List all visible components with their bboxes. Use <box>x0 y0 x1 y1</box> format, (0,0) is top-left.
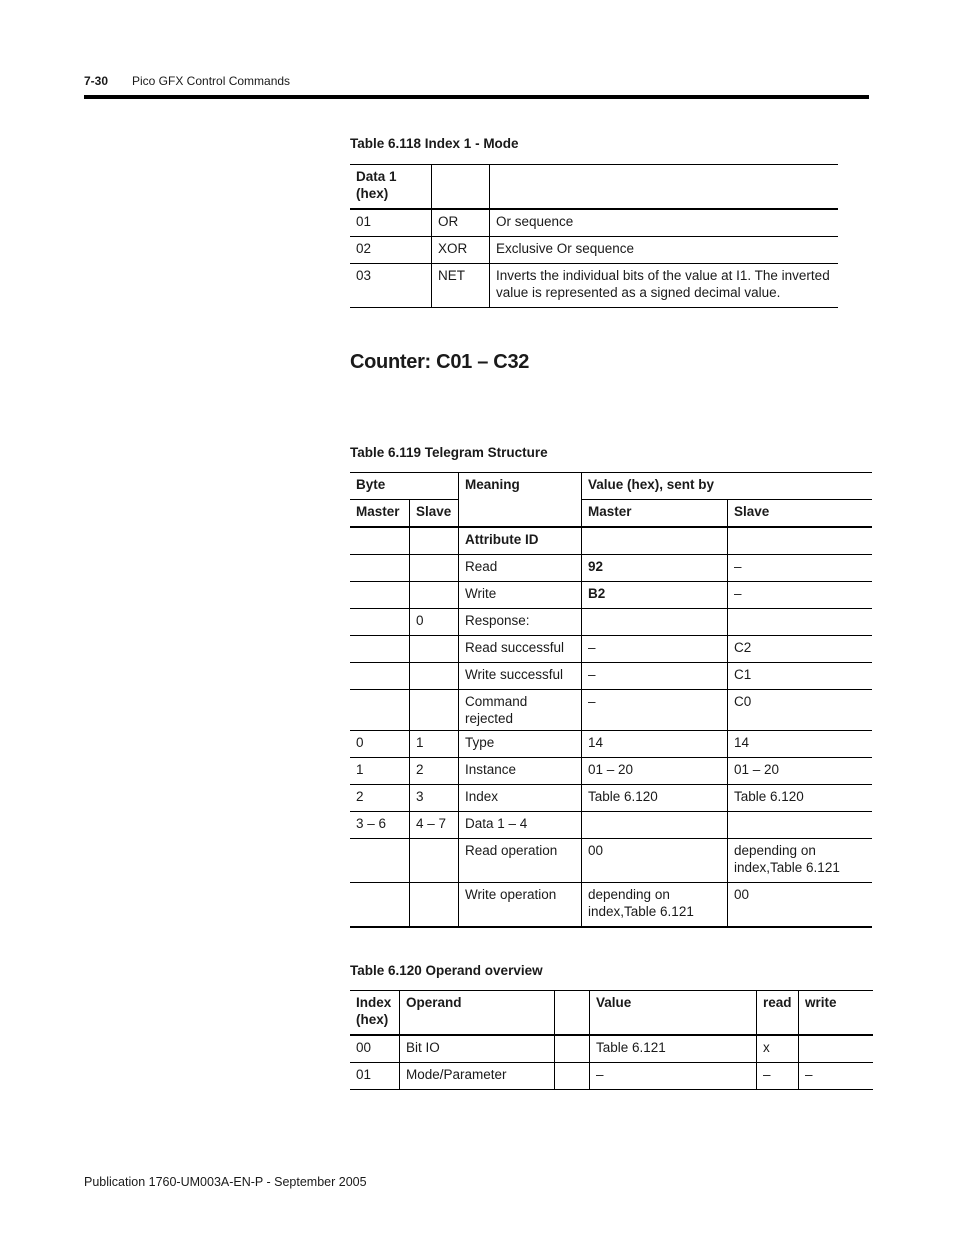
running-header-title: Pico GFX Control Commands <box>132 74 291 88</box>
table-cell: 3 <box>410 785 459 812</box>
table-cell: Read <box>459 555 582 582</box>
publication-footer: Publication 1760-UM003A-EN-P - September 2005 <box>84 1175 367 1189</box>
section-heading: Counter: C01 – C32 <box>350 351 530 373</box>
table-cell: Inverts the individual bits of the value at I1. The inverted value is represented as a signed decimal value. <box>490 264 839 308</box>
table-cell: C2 <box>728 636 873 663</box>
table-cell: OR <box>432 209 490 237</box>
table-row <box>350 663 872 690</box>
table-header-row <box>350 991 873 1036</box>
table-header-row <box>350 165 838 210</box>
header-cell: Index (hex) <box>350 991 400 1036</box>
header-cell <box>490 165 839 210</box>
table-cell <box>350 582 410 609</box>
header-value-slave: Slave <box>728 500 873 528</box>
table-cell: 01 <box>350 209 432 237</box>
table-cell: 00 <box>350 1035 400 1063</box>
table-cell: 01 – 20 <box>582 758 728 785</box>
table-cell: – <box>728 555 873 582</box>
table-cell <box>410 582 459 609</box>
header-byte: Byte <box>350 473 459 500</box>
table-cell <box>728 609 873 636</box>
table-cell: Table 6.121 <box>590 1035 757 1063</box>
table-cell: Type <box>459 731 582 758</box>
table-cell <box>350 883 410 928</box>
table-cell: Data 1 – 4 <box>459 812 582 839</box>
table-cell: 03 <box>350 264 432 308</box>
header-cell: write <box>799 991 874 1036</box>
table-row <box>350 237 838 264</box>
table-cell: 1 <box>410 731 459 758</box>
table-cell: Write operation <box>459 883 582 928</box>
table-row <box>350 1063 873 1090</box>
table-cell: – <box>582 690 728 731</box>
table-118-caption: Table 6.118 Index 1 - Mode <box>350 136 519 151</box>
table-row <box>350 555 872 582</box>
table-cell: 01 – 20 <box>728 758 873 785</box>
table-cell <box>350 636 410 663</box>
table-cell <box>410 555 459 582</box>
table-cell <box>410 883 459 928</box>
table-cell: Instance <box>459 758 582 785</box>
table-cell: 14 <box>582 731 728 758</box>
table-cell <box>410 663 459 690</box>
table-cell: Table 6.120 <box>728 785 873 812</box>
table-cell: C1 <box>728 663 873 690</box>
table-cell <box>582 812 728 839</box>
table-cell: Read successful <box>459 636 582 663</box>
table-cell <box>410 636 459 663</box>
table-cell: – <box>582 636 728 663</box>
table-cell: depending on index,Table 6.121 <box>582 883 728 928</box>
table-row <box>350 690 872 731</box>
table-index1-mode <box>350 164 838 308</box>
header-value: Value (hex), sent by <box>582 473 873 500</box>
header-value-master: Master <box>582 500 728 528</box>
table-cell: Index <box>459 785 582 812</box>
table-cell: 0 <box>350 731 410 758</box>
table-cell: – <box>799 1063 874 1090</box>
table-cell: Write successful <box>459 663 582 690</box>
table-cell <box>799 1035 874 1063</box>
header-meaning: Meaning <box>459 473 582 528</box>
table-cell <box>410 527 459 555</box>
table-cell: B2 <box>582 582 728 609</box>
table-119-caption: Table 6.119 Telegram Structure <box>350 445 548 460</box>
table-cell: 1 <box>350 758 410 785</box>
table-row <box>350 609 872 636</box>
table-row <box>350 758 872 785</box>
header-cell <box>555 991 590 1036</box>
table-cell: – <box>582 663 728 690</box>
table-row <box>350 527 872 555</box>
table-cell: XOR <box>432 237 490 264</box>
table-header-row <box>350 473 872 500</box>
table-cell: C0 <box>728 690 873 731</box>
table-cell: 01 <box>350 1063 400 1090</box>
table-row <box>350 1035 873 1063</box>
table-operand-overview <box>350 990 873 1090</box>
table-cell: 00 <box>582 839 728 883</box>
table-row <box>350 209 838 237</box>
table-cell: – <box>757 1063 799 1090</box>
table-cell: Read operation <box>459 839 582 883</box>
table-cell: 00 <box>728 883 873 928</box>
table-cell: Response: <box>459 609 582 636</box>
table-cell: – <box>728 582 873 609</box>
table-row <box>350 883 872 928</box>
table-cell: 0 <box>410 609 459 636</box>
table-cell: NET <box>432 264 490 308</box>
table-cell <box>582 527 728 555</box>
table-cell <box>350 663 410 690</box>
table-cell: 02 <box>350 237 432 264</box>
table-cell: 3 – 6 <box>350 812 410 839</box>
header-rule <box>84 95 869 99</box>
table-row <box>350 785 872 812</box>
table-cell <box>728 527 873 555</box>
table-row <box>350 731 872 758</box>
table-cell: Attribute ID <box>459 527 582 555</box>
table-cell <box>350 690 410 731</box>
table-cell: Write <box>459 582 582 609</box>
table-cell <box>350 555 410 582</box>
table-cell: Command rejected <box>459 690 582 731</box>
table-cell: 92 <box>582 555 728 582</box>
table-cell: – <box>590 1063 757 1090</box>
table-row <box>350 636 872 663</box>
table-cell: Exclusive Or sequence <box>490 237 839 264</box>
table-cell: 4 – 7 <box>410 812 459 839</box>
table-cell: depending on index,Table 6.121 <box>728 839 873 883</box>
table-row <box>350 839 872 883</box>
table-cell <box>728 812 873 839</box>
table-row <box>350 812 872 839</box>
table-cell: 14 <box>728 731 873 758</box>
table-cell: Or sequence <box>490 209 839 237</box>
table-cell: 2 <box>350 785 410 812</box>
table-cell: 2 <box>410 758 459 785</box>
header-slave: Slave <box>410 500 459 528</box>
table-cell <box>410 690 459 731</box>
table-cell <box>582 609 728 636</box>
table-cell: Bit IO <box>400 1035 555 1063</box>
header-cell: Value <box>590 991 757 1036</box>
table-header-row <box>350 500 872 528</box>
header-master: Master <box>350 500 410 528</box>
table-row <box>350 582 872 609</box>
table-cell <box>555 1035 590 1063</box>
header-cell <box>432 165 490 210</box>
table-row <box>350 264 838 308</box>
table-cell: x <box>757 1035 799 1063</box>
table-cell: Table 6.120 <box>582 785 728 812</box>
table-cell <box>410 839 459 883</box>
table-cell: Mode/Parameter <box>400 1063 555 1090</box>
header-cell: read <box>757 991 799 1036</box>
table-cell <box>350 609 410 636</box>
table-telegram-structure <box>350 472 872 928</box>
table-cell <box>350 839 410 883</box>
table-cell <box>350 527 410 555</box>
table-120-caption: Table 6.120 Operand overview <box>350 963 543 978</box>
table-cell <box>555 1063 590 1090</box>
header-cell: Operand <box>400 991 555 1036</box>
header-cell: Data 1 (hex) <box>350 165 432 210</box>
page-number: 7-30 <box>84 74 109 88</box>
